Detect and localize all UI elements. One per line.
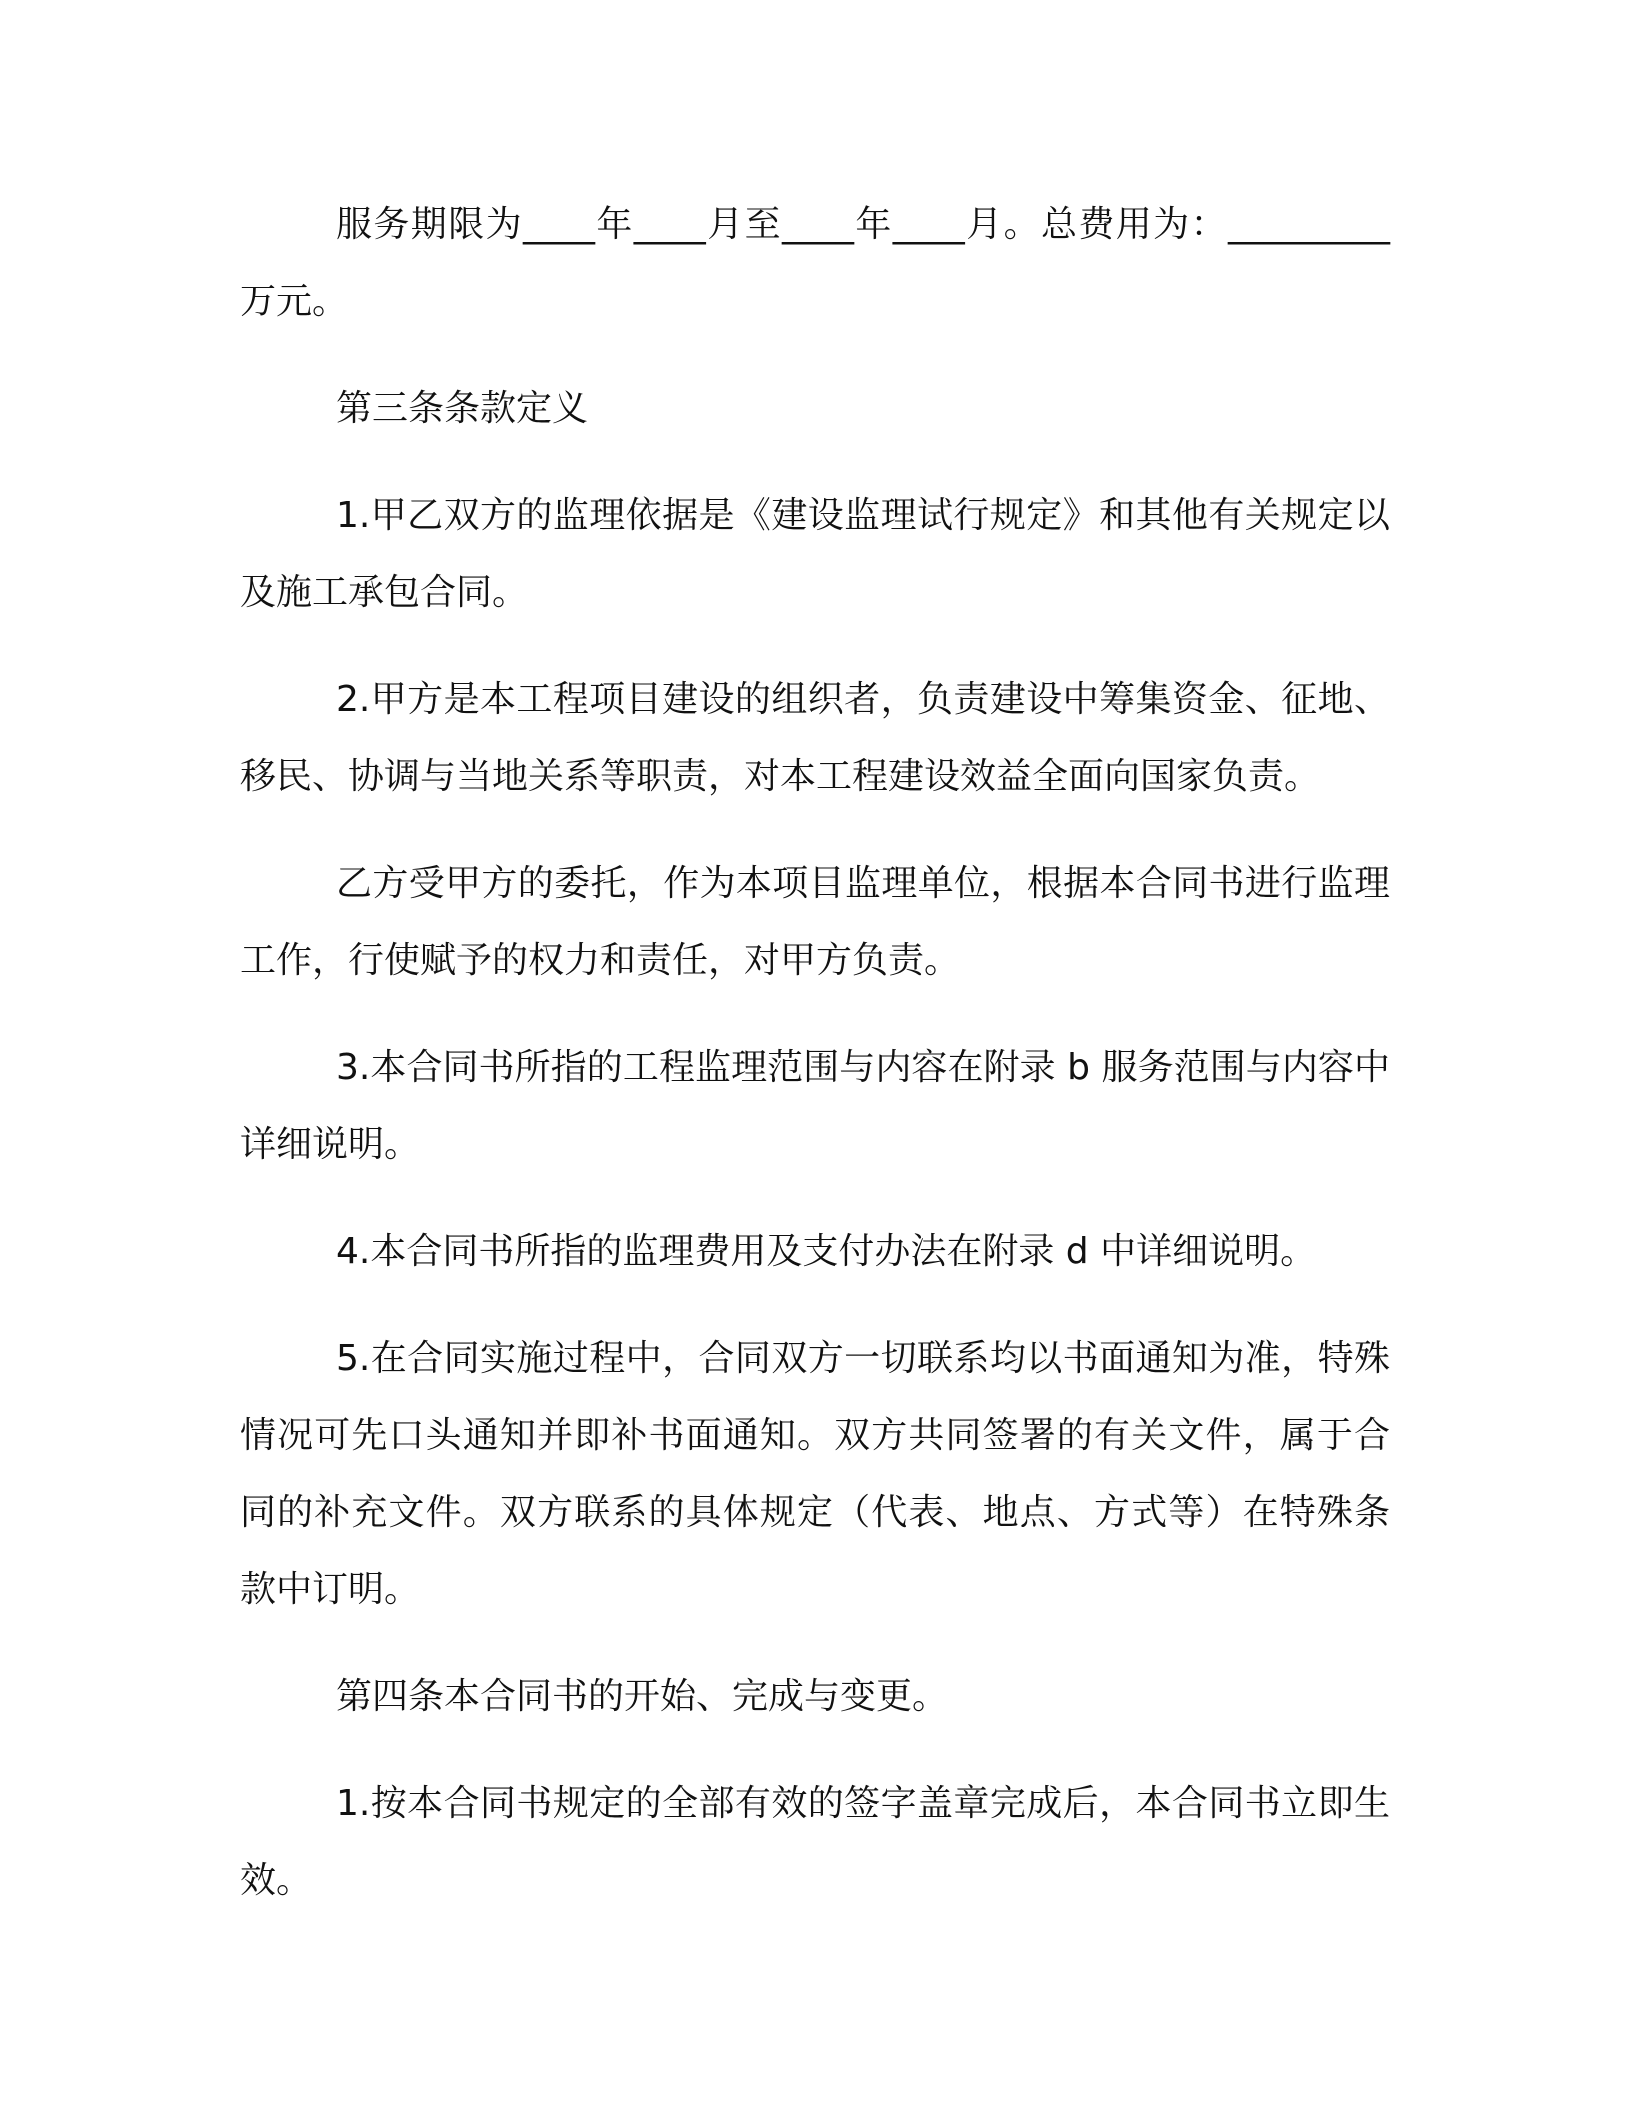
paragraph-3-5: 5.在合同实施过程中，合同双方一切联系均以书面通知为准，特殊情况可先口头通知并即补书面通知。双方共同签署的有关文件，属于合同的补充文件。双方联系的具体规定（代表、地点、方式等）在特殊条款中订明。 [240, 1338, 1390, 1610]
document-body [240, 186, 1390, 1949]
paragraph-4-1: 1.按本合同书规定的全部有效的签字盖章完成后，本合同书立即生效。 [240, 1783, 1390, 1901]
paragraph-service-term: 服务期限为____年____月至____年____月。总费用为：_________万元。 [240, 204, 1390, 322]
heading-article-4: 第四条本合同书的开始、完成与变更。 [336, 1676, 949, 1717]
heading-article-3: 第三条条款定义 [336, 388, 589, 429]
paragraph-3-1: 1.甲乙双方的监理依据是《建设监理试行规定》和其他有关规定以及施工承包合同。 [240, 495, 1390, 613]
paragraph-3-3: 3.本合同书所指的工程监理范围与内容在附录 b 服务范围与内容中详细说明。 [240, 1047, 1390, 1165]
paragraph-3-4: 4.本合同书所指的监理费用及支付办法在附录 d 中详细说明。 [336, 1231, 1317, 1272]
paragraph-3-2-party-b: 乙方受甲方的委托，作为本项目监理单位，根据本合同书进行监理工作，行使赋予的权力和责任，对甲方负责。 [240, 863, 1390, 981]
paragraph-3-2: 2.甲方是本工程项目建设的组织者，负责建设中筹集资金、征地、移民、协调与当地关系等职责，对本工程建设效益全面向国家负责。 [240, 679, 1390, 797]
